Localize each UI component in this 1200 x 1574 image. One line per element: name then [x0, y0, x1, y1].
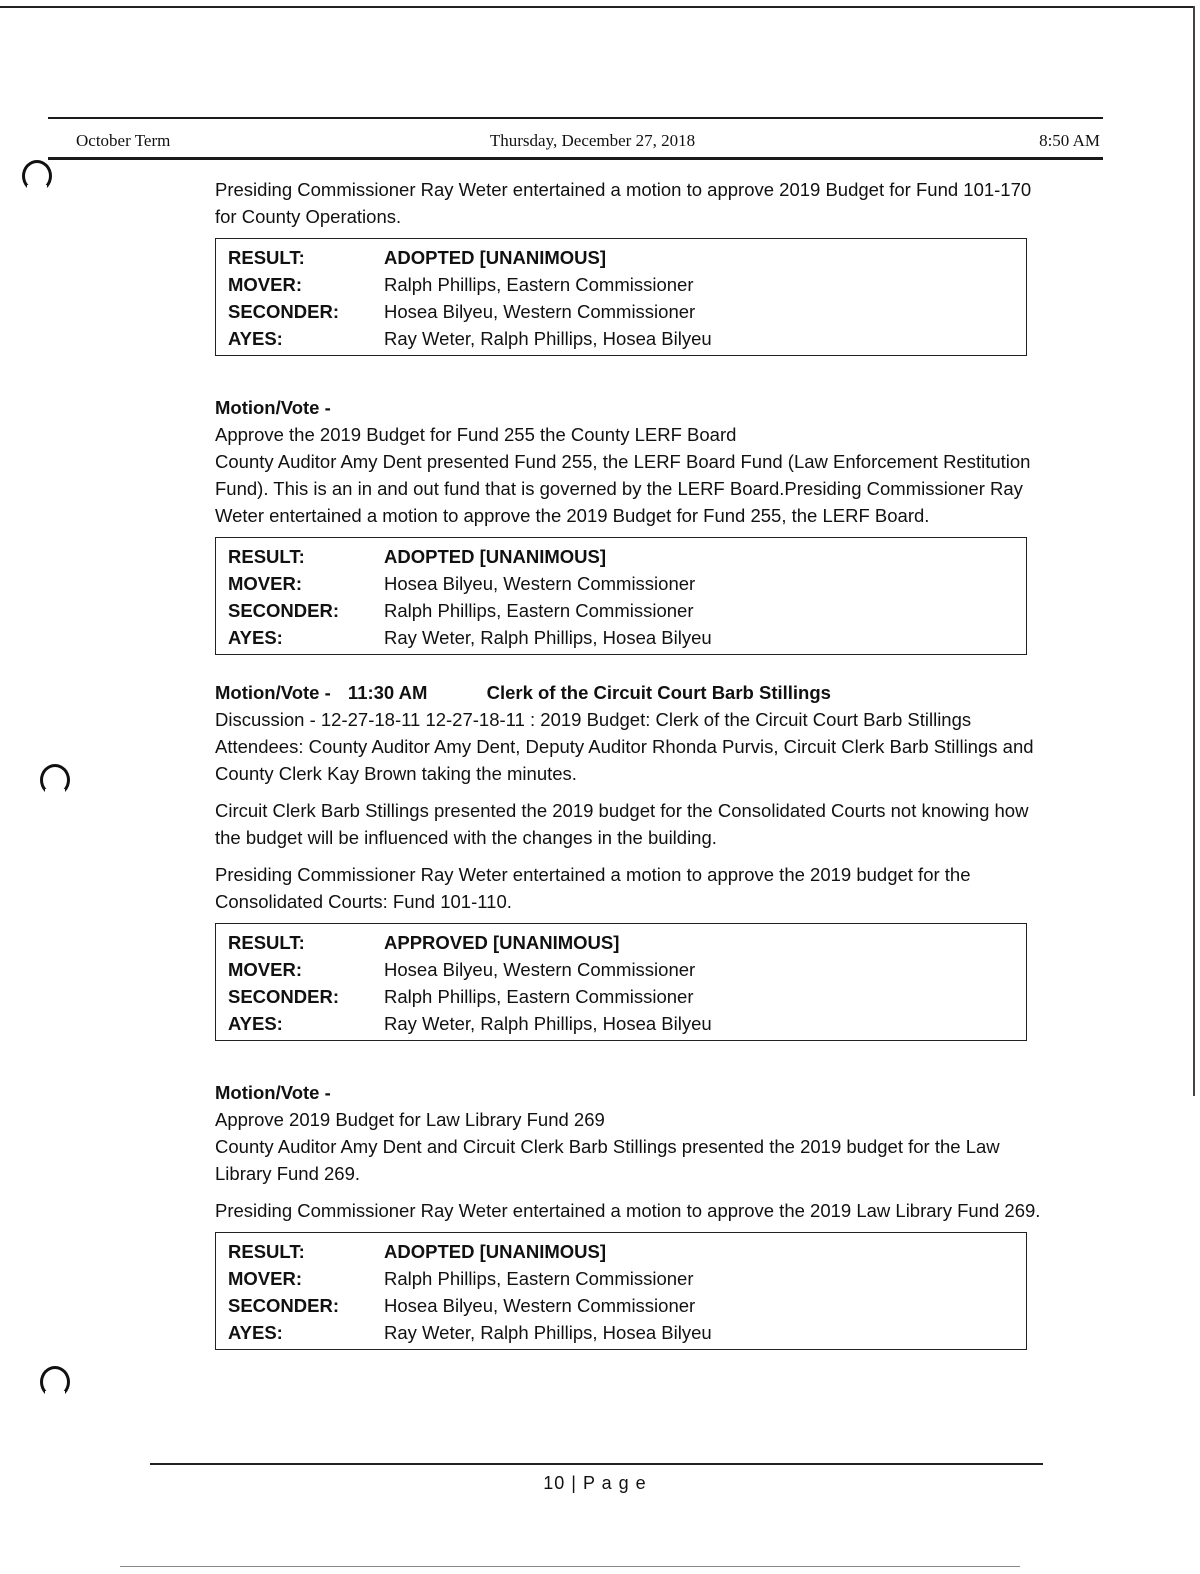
header-time: 8:50 AM [1039, 131, 1100, 150]
section-heading: Motion/Vote - [215, 682, 331, 703]
vote-row-seconder [228, 597, 1026, 624]
vote-mover: Ralph Phillips, Eastern Commissioner [384, 1268, 694, 1289]
header-rule-bottom [48, 157, 1103, 160]
section-heading: Motion/Vote - [215, 1082, 331, 1103]
vote-result: ADOPTED [UNANIMOUS] [384, 546, 606, 567]
header-date: Thursday, December 27, 2018 [489, 131, 696, 150]
motion-text: Presiding Commissioner Ray Weter entertained a motion to approve the 2019 budget for the Consolidated Courts: Fund 101-110. [215, 864, 971, 912]
vote-row-result [228, 244, 1026, 271]
footer-rule [150, 1463, 1043, 1465]
vote-seconder: Ralph Phillips, Eastern Commissioner [384, 986, 694, 1007]
header-rule-top [48, 117, 1103, 119]
section-title: Approve 2019 Budget for Law Library Fund 269 [215, 1109, 605, 1130]
vote-row-mover [228, 1265, 1026, 1292]
vote-row-result [228, 929, 1026, 956]
minutes-content [215, 176, 1045, 1350]
vote-label: AYES: [228, 1322, 283, 1343]
vote-ayes: Ray Weter, Ralph Phillips, Hosea Bilyeu [384, 1322, 712, 1343]
vote-row-ayes [228, 325, 1026, 352]
section-body: County Auditor Amy Dent and Circuit Clerk Barb Stillings presented the 2019 budget for the Law Library Fund 269. [215, 1136, 1000, 1184]
punch-hole-icon [40, 764, 70, 796]
vote-label: SECONDER: [228, 600, 340, 621]
vote-label: AYES: [228, 627, 283, 648]
vote-label: SECONDER: [228, 986, 340, 1007]
vote-row-seconder [228, 1292, 1026, 1319]
vote-seconder: Hosea Bilyeu, Western Commissioner [384, 301, 696, 322]
scan-right-edge [1193, 6, 1195, 1096]
vote-mover: Hosea Bilyeu, Western Commissioner [384, 959, 696, 980]
vote-result: ADOPTED [UNANIMOUS] [384, 1241, 606, 1262]
vote-box [215, 1232, 1027, 1350]
vote-label: AYES: [228, 1013, 283, 1034]
vote-label: RESULT: [228, 546, 305, 567]
vote-label: MOVER: [228, 573, 302, 594]
punch-hole-icon [40, 1366, 70, 1398]
vote-row-seconder [228, 298, 1026, 325]
vote-seconder: Hosea Bilyeu, Western Commissioner [384, 1295, 696, 1316]
vote-label: RESULT: [228, 247, 305, 268]
vote-label: MOVER: [228, 1268, 302, 1289]
section-discussion: Discussion - 12-27-18-11 12-27-18-11 : 2019 Budget: Clerk of the Circuit Court Barb Stillings Attendees: County Auditor Amy Dent, Deputy Auditor Rhonda Purvis, Circuit Clerk Barb Stillings and County Clerk Kay Brown taking the minutes. [215, 709, 1034, 784]
vote-row-ayes [228, 1319, 1026, 1346]
vote-label: AYES: [228, 328, 283, 349]
section-body: County Auditor Amy Dent presented Fund 255, the LERF Board Fund (Law Enforcement Restitution Fund). This is an in and out fund that is governed by the LERF Board.Presiding Commissioner Ray Weter entertained a motion to approve the 2019 Budget for Fund 255, the LERF Board. [215, 451, 1031, 526]
motion-text: Presiding Commissioner Ray Weter entertained a motion to approve 2019 Budget for Fund 101-170 for County Operations. [215, 179, 1032, 227]
section-time: 11:30 AM [347, 682, 428, 703]
page-number: 10 | P a g e [543, 1473, 647, 1493]
section-heading-row [215, 679, 1045, 706]
vote-box [215, 238, 1027, 356]
vote-label: MOVER: [228, 959, 302, 980]
vote-row-mover [228, 570, 1026, 597]
vote-row-mover [228, 956, 1026, 983]
vote-seconder: Ralph Phillips, Eastern Commissioner [384, 600, 694, 621]
vote-mover: Hosea Bilyeu, Western Commissioner [384, 573, 696, 594]
scan-bottom-edge [120, 1566, 1020, 1567]
scan-top-edge [0, 6, 1195, 8]
motion-text: Presiding Commissioner Ray Weter entertained a motion to approve the 2019 Law Library Fund 269. [215, 1200, 1041, 1221]
section-heading: Motion/Vote - [215, 397, 331, 418]
vote-ayes: Ray Weter, Ralph Phillips, Hosea Bilyeu [384, 627, 712, 648]
vote-row-mover [228, 271, 1026, 298]
vote-box [215, 923, 1027, 1041]
vote-result: APPROVED [UNANIMOUS] [384, 932, 620, 953]
punch-hole-icon [22, 160, 52, 192]
vote-box [215, 537, 1027, 655]
vote-label: RESULT: [228, 932, 305, 953]
vote-row-ayes [228, 1010, 1026, 1037]
vote-label: MOVER: [228, 274, 302, 295]
vote-label: SECONDER: [228, 301, 340, 322]
section-title: Approve the 2019 Budget for Fund 255 the County LERF Board [215, 424, 737, 445]
vote-ayes: Ray Weter, Ralph Phillips, Hosea Bilyeu [384, 328, 712, 349]
vote-row-ayes [228, 624, 1026, 651]
vote-mover: Ralph Phillips, Eastern Commissioner [384, 274, 694, 295]
vote-ayes: Ray Weter, Ralph Phillips, Hosea Bilyeu [384, 1013, 712, 1034]
vote-row-seconder [228, 983, 1026, 1010]
vote-row-result [228, 543, 1026, 570]
section-presented: Circuit Clerk Barb Stillings presented the 2019 budget for the Consolidated Courts not knowing how the budget will be influenced with the changes in the building. [215, 800, 1029, 848]
vote-result: ADOPTED [UNANIMOUS] [384, 247, 606, 268]
section-clerk: Clerk of the Circuit Court Barb Stillings [486, 682, 831, 703]
header-term: October Term [76, 131, 171, 150]
vote-label: RESULT: [228, 1241, 305, 1262]
vote-row-result [228, 1238, 1026, 1265]
vote-label: SECONDER: [228, 1295, 340, 1316]
